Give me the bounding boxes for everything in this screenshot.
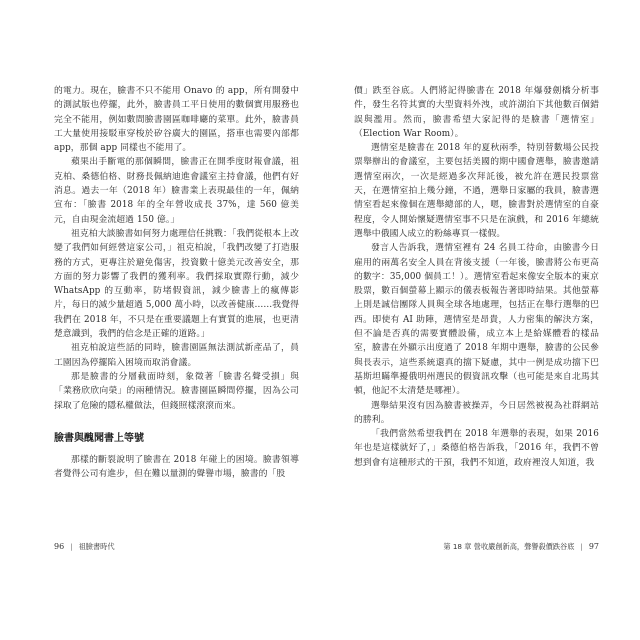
footer-divider: | [70, 542, 73, 551]
left-page [54, 84, 299, 564]
paragraph: 蘋果出手斷電的那個瞬間，臉書正在開季度財報會議，祖克柏、桑德伯格、財務長佩納迪進會議室主持會議，他們有好消息。過去一年（2018 年）臉書業上表現最佳的一年，佩納宣布：「臉書 2018 年的全年營收成長 37%，達 560 億美元，自由現金流超過 150 億。」 [54, 157, 299, 225]
right-page [354, 84, 599, 564]
paragraph: 的電力。現在，臉書不只不能用 Onavo 的 app，所有開發中的測試版也停擺，此外，臉書員工平日使用的數個實用服務也完全不能用，例如數間臉書園區咖啡廳的菜單。此外，臉書員工大量使用接駁車穿梭於矽谷廣大的園區，搭車也需要內部都 app，那個 app 同樣也不能用了。 [54, 86, 299, 154]
paragraph: 那是臉書的分層截面時刻，象徵著「臉書名聲受損」與「業務欣欣向榮」的兩種情況。臉書園區瞬間停擺，因為公司採取了危險的隱私權做法，但錢照樣滾滾而來。 [54, 371, 299, 411]
footer-divider: | [580, 542, 583, 551]
book-spread [54, 84, 599, 564]
paragraph: 選舉結果沒有因為臉書被操弄，今日居然被視為社群網站的勝利。 [354, 400, 599, 425]
page-footer [54, 542, 115, 552]
paragraph: 價」跌至谷底。人們將記得臉書在 2018 年爆發劍橋分析事件，發生名符其實的大型資料外洩，或許湖泊下其他數百個錯誤與濫用。然而，臉書希望大家記得的是臉書「選情室」（Election War Room）。 [354, 86, 599, 139]
paragraph: 選情室是臉書在 2018 年的夏秋兩季，特別替數場公民投票舉辦出的會議室，主要包括美國的期中國會選舉，臉書邀請選情室兩次，一次是經過多次拜託後，被允許在選民投票當天，在選情室拍上幾分鐘，不過，選舉日家屬的我員，臉書選情室看起來像個在選舉總部的人，嗯，臉書對於選情室的自豪程度，令人開始懷疑選情室事不只是在演戲，和 2016 年總統選舉中俄國人成立的粉絲專頁一樣假。 [354, 143, 599, 239]
chapter-number: 第 18 章 [443, 542, 472, 551]
page-number: 96 [54, 542, 65, 551]
section-heading: 臉書與醜聞書上等號 [54, 432, 144, 444]
paragraph: 發言人告訴我，選情室裡有 24 名員工待命，由臉書今日雇用的兩萬名安全人員在背後支援（一年後，臉書將公布更高的數字：35,000 個員工！）。選情室看起來像安全版本的東京股票，數百個螢幕上顯示的儀表板報告著即時結果。其他螢幕上則是誠信團隊人員與全球各地處理，包括正在舉行選舉的巴西。即使有 AI 助陣，選情室是昂貴，人力密集的解決方案，但不論是否真的需要實體設備，成立本上是給媒體看的樣品室，臉書在外顯示出度過了 2018 年期中選舉，臉書的公民參與長表示，這些系統還真的擋下疑慮，其中一例是成功擋下巴基斯坦瞞準擾俄明州選民的假資訊攻擊（也可能是來自北馬其頓，他記不太清楚是哪裡）。 [354, 243, 599, 397]
page-footer [443, 542, 599, 552]
running-title: 祖臉書時代 [78, 542, 115, 551]
running-title: 營收嚴創新高，聲譽殺價跌谷底 [473, 542, 575, 551]
paragraph: 祖克柏大談臉書如何努力處理信任挑戰：「我們從根本上改變了我們如何經營這家公司，」祖克柏說，「我們改變了打造服務的方式，更專注於避免傷害，投資數十億美元改善安全，那方面的努力影響了我們的獲利率。我們採取實際行動，減少 WhatsApp 的互動率，防堵假資訊，減少臉書上的瘋傳影片，每日的減少量超過 5,000 萬小時，以改善健康……我覺得我們在 2018 年，不只是在重要議題上有實質的進展，也更清楚意識到，我們的信念是正確的道路。」 [54, 228, 299, 340]
page-number: 97 [588, 542, 599, 551]
paragraph: 「我們當然希望我們在 2018 年選舉的表現，如果 2016 年也是這樣就好了，」桑德伯格告訴我，「2016 年，我們不曾想到會有這種形式的干預，我們不知道，政府裡沒人知道，我 [354, 429, 599, 468]
paragraph: 那樣的斷裂說明了臉書在 2018 年碰上的困境。臉書領導者覺得公司有進步，但在難以量測的聲譽市場，臉書的「股 [54, 454, 299, 480]
paragraph: 祖克柏說這些話的同時，臉書園區無法測試新產品了，員工園因為停擺陷入困境而取消會議。 [54, 343, 299, 368]
